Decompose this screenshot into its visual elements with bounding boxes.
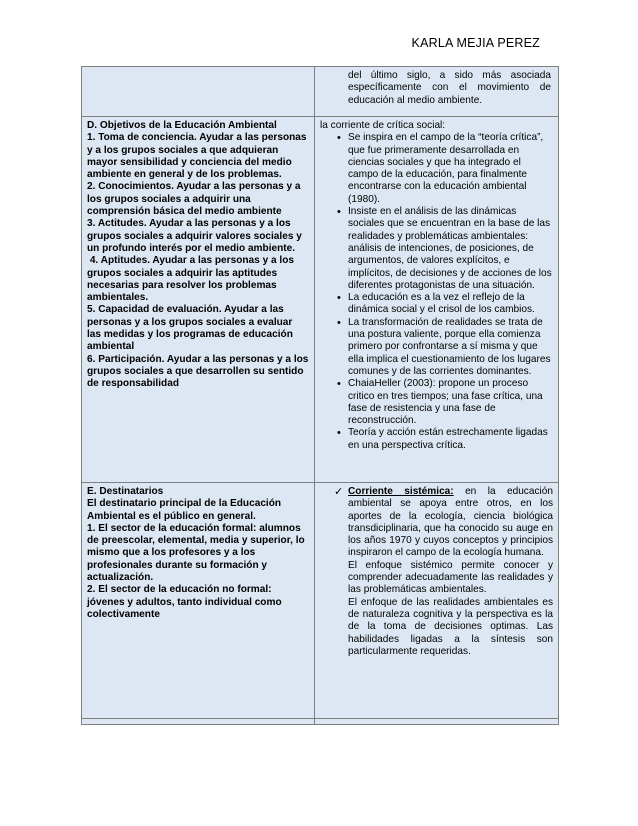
list-item: • La transformación de realidades se trata de una postura valiente, porque ella comienza primero por confrontarse a sí misma y que ella implica el cuestionamiento de los lugares comunes y de las corrientes dominantes.: [337, 316, 551, 377]
checkmark-icon: ✓: [334, 486, 344, 498]
table-cell-empty: [82, 719, 315, 725]
systemic-text: en la educación ambiental se apoya entre otros, en los aportes de la ecología, ciencia biológica transdiciplinaria, que ha conocido su auge en los años 1970 y cuyos conceptos y principios inspiraron el campo de la ecología humana.: [348, 486, 553, 559]
table-row: [82, 67, 559, 117]
recipients-cell: [82, 483, 315, 719]
table-cell-empty: [82, 67, 315, 117]
critical-current-list: [320, 132, 553, 452]
objective-item: 5. Capacidad de evaluación. Ayudar a las personas y a los grupos sociales a evaluar las medidas y los programas de educación ambiental: [87, 304, 293, 353]
continuation-text: del último siglo, a sido más asociada específicamente con el movimiento de educación al medio ambiente.: [348, 70, 551, 106]
recipients-heading: E. Destinatarios: [87, 486, 164, 497]
systemic-paragraph: El enfoque de las realidades ambientales es de naturaleza cognitiva y la perspectiva es la de la toma de decisiones optimas. Las habilidades ligadas a la síntesis son particularmente requeridas.: [348, 596, 553, 657]
objective-item: 3. Actitudes. Ayudar a las personas y a los grupos sociales a adquirir valores sociales y un profundo interés por el medio ambiente.: [87, 218, 302, 254]
table-cell-empty: [315, 719, 559, 725]
recipients-item: 1. El sector de la educación formal: alumnos de preescolar, elemental, media y superior, lo mismo que a los profesores y a los profesionales durante su formación y actualización.: [87, 522, 305, 584]
bullet-icon: •: [337, 132, 341, 145]
objectives-heading: D. Objetivos de la Educación Ambiental: [87, 120, 277, 131]
systemic-intro: [348, 486, 553, 560]
critical-current-intro: la corriente de crítica social:: [320, 120, 446, 131]
systemic-current-block: [320, 486, 553, 658]
list-item: • Se inspira en el campo de la “teoría crítica”, que fue primeramente desarrollada en ciencias sociales y que ha integrado el campo de la educación, para finalmente encontrarse con la educación ambiental (1980).: [337, 132, 544, 205]
table-cell: [315, 67, 559, 117]
systemic-title: Corriente sistémica:: [348, 486, 454, 497]
systemic-current-cell: [315, 483, 559, 719]
content-table: [81, 66, 559, 725]
bullet-icon: •: [337, 292, 341, 305]
list-item: • ChaiaHeller (2003): propone un proceso critico en tres tiempos; una fase crítica, una fase de resistencia y una fase de reconstrucción.: [337, 378, 543, 427]
bullet-icon: •: [337, 206, 341, 219]
recipients-item: El destinatario principal de la Educación Ambiental es el público en general.: [87, 498, 282, 522]
table-row: [82, 483, 559, 719]
table-row: [82, 117, 559, 483]
list-item: • Teoría y acción están estrechamente ligadas en una perspectiva crítica.: [337, 427, 548, 451]
bullet-icon: •: [337, 378, 341, 391]
list-item: • Insiste en el análisis de las dinámicas sociales que se encuentran en la base de las realidades y problemáticas ambientales: análisis de intenciones, de posiciones, de argumentos, de valores explícitos, e implícitos, de decisiones y de acciones de los diferentes protagonistas de una situación.: [337, 206, 552, 291]
objectives-cell: [82, 117, 315, 483]
list-item: • La educación es a la vez el reflejo de la dinámica social y el crisol de los cambios.: [337, 292, 535, 316]
objective-item: 4. Aptitudes. Ayudar a las personas y a los grupos sociales a adquirir las aptitudes necesarias para resolver los problemas ambientales.: [87, 255, 297, 304]
recipients-item: 2. El sector de la educación no formal: jóvenes y adultos, tanto individual como colectivamente: [87, 584, 282, 620]
bullet-icon: •: [337, 427, 341, 440]
table-row: [82, 719, 559, 725]
objective-item: 2. Conocimientos. Ayudar a las personas y a los grupos sociales a adquirir una comprensión básica del medio ambiente: [87, 181, 301, 218]
critical-current-cell: [315, 117, 559, 483]
objective-item: 1. Toma de conciencia. Ayudar a las personas y a los grupos sociales a que adquieran mayor sensibilidad y conciencia del medio ambiente en general y de los problemas.: [87, 132, 307, 181]
author-header: KARLA MEJIA PEREZ: [411, 36, 540, 50]
bullet-icon: •: [337, 316, 341, 329]
objective-item: 6. Participación. Ayudar a las personas y a los grupos sociales a que desarrollen su sentido de responsabilidad: [87, 353, 309, 390]
systemic-paragraph: El enfoque sistémico permite conocer y comprender adecuadamente las realidades y las problemáticas ambientales.: [348, 559, 553, 596]
